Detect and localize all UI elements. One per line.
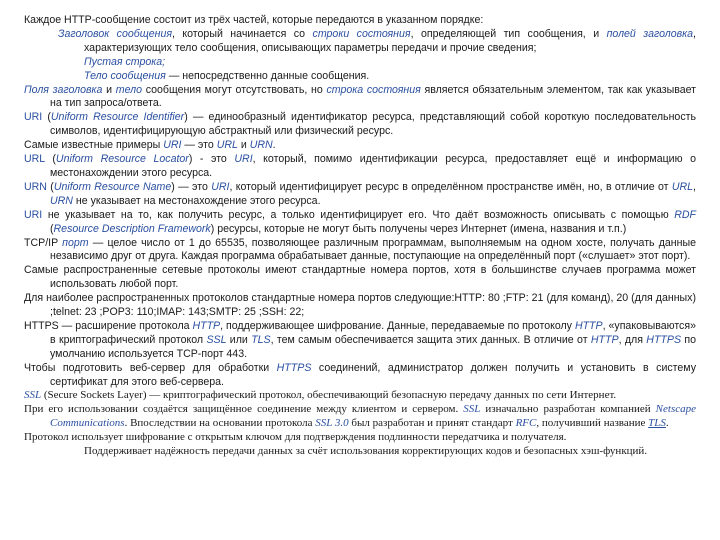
paragraph-url — [24, 153, 696, 181]
term: HTTP — [192, 319, 221, 332]
term: HTTP — [590, 333, 619, 346]
term: URN — [50, 194, 73, 207]
text: , характеризующих тело сообщения, описывающих параметры передачи и прочие сведения; — [84, 27, 696, 54]
term: URI — [163, 139, 182, 152]
term: HTTPS — [276, 361, 312, 374]
text: изначально разработан компанией — [480, 403, 656, 416]
text: ( — [42, 111, 51, 124]
list-item-empty-line — [24, 56, 696, 70]
term: HTTP — [574, 319, 603, 332]
term: URL — [216, 139, 238, 152]
term: RDF — [674, 208, 696, 221]
text: и — [102, 83, 116, 96]
text: не указывает на местонахождение этого ресурса. — [72, 194, 321, 207]
text: или — [226, 333, 252, 346]
text: и — [237, 139, 250, 152]
text: HTTPS — расширение протокола — [24, 319, 193, 332]
term: SSL — [206, 333, 227, 346]
term: Заголовок сообщения — [58, 27, 172, 40]
term: SSL 3.0 — [315, 417, 349, 430]
text: не указывает на то, как получить ресурс, а только идентифицирует его. Что даёт возможность описывать с помощью — [42, 208, 675, 221]
text: (Secure Sockets Layer) — криптографический протокол, обеспечивающий безопасную передачу данных по сети Интернет. — [41, 389, 617, 402]
term: Поля заголовка — [24, 83, 103, 96]
text: , который идентифицирует ресурс в определённом пространстве имён, но, в отличие от — [229, 180, 672, 193]
paragraph-ssl-history — [24, 403, 696, 431]
term: RFC — [515, 417, 537, 430]
text: TCP/IP — [24, 236, 63, 249]
text: . Впоследствии на основании протокола — [124, 417, 316, 430]
term: полей заголовка — [606, 27, 694, 40]
text: является обязательным элементом, так как указывает на тип запроса/ответа. — [50, 83, 696, 110]
term: URI — [234, 153, 253, 166]
term: URL — [671, 180, 694, 193]
term: URL — [24, 153, 45, 166]
term: HTTPS — [646, 333, 682, 346]
text: , поддерживающее шифрование. Данные, передаваемые по протоколу — [220, 319, 575, 332]
paragraph-uri-rdf — [24, 209, 696, 237]
text: сообщения могут отсутствовать, но — [142, 83, 327, 96]
text: ( — [50, 222, 54, 235]
text: ) — единообразный идентификатор ресурса, представляющий собой короткую последовательность символов, идентифицирующую абстрактный или физический ресурс. — [50, 111, 696, 138]
text: , — [693, 180, 696, 193]
paragraph-http-message: Каждое HTTP-сообщение состоит из трёх частей, которые передаются в указанном порядке: — [24, 14, 484, 26]
term: Resource Description Framework — [53, 222, 211, 235]
term: URI — [24, 208, 43, 221]
list-item-message-header — [24, 28, 696, 56]
text: , который начинается со — [172, 27, 313, 40]
term: Тело сообщения — [84, 69, 166, 82]
paragraph-port-list: Для наиболее распространенных протоколов стандартные номера портов следующие:HTTP: 80 ;FTP: 21 (для команд), 20 (для данных) ;telnet: 23 ;POP3: 110;IMAP: 143;SMTP: 25 ;SSH: 22; — [24, 292, 696, 319]
term: SSL — [463, 403, 481, 416]
text: , определяющей тип сообщения, и — [410, 27, 607, 40]
term: URI — [24, 111, 43, 124]
text: . — [272, 139, 276, 152]
term: строка состояния — [326, 83, 421, 96]
term: Netscape Communications — [50, 403, 696, 430]
text: по умолчанию используется TCP-порт 443. — [50, 333, 697, 360]
term: Uniform Resource Identifier — [50, 111, 185, 124]
paragraph-ssl-reliability: Поддерживает надёжность передачи данных за счёт использования корректирующих кодов и безопасных хэш-функций. — [84, 445, 648, 458]
text: — целое число от 1 до 65535, позволяющее различным программам, выполняемым на одном хосте, получать данные независимо друг от друга. Каждая программа обрабатывает данные, поступающие на определённый порт («слушает» этот порт). — [50, 236, 696, 263]
text: При его использовании создаётся защищённое соединение между клиентом и сервером. — [24, 403, 464, 416]
text: , который, помимо идентификации ресурса, предоставляет ещё и информацию о местонахождении этого ресурса. — [50, 153, 696, 179]
text: ) — это — [171, 180, 212, 193]
paragraph-uri — [24, 111, 696, 139]
term: Uniform Resource Name — [53, 180, 172, 193]
term: URN — [24, 180, 47, 193]
paragraph-tcp-port — [24, 237, 696, 265]
paragraph-ssl-encryption: Протокол использует шифрование с открытым ключом для подтверждения подлинности передатчика и получателя. — [24, 431, 567, 444]
text: — непосредственно данные сообщения. — [165, 69, 370, 82]
paragraph-https — [24, 320, 696, 362]
term: SSL — [24, 389, 42, 402]
term: тело — [115, 83, 142, 96]
text: Чтобы подготовить веб-сервер для обработки — [24, 361, 277, 374]
text: ) ресурсы, которые не могут быть получены через Интернет (имена, названия и т.п.) — [210, 222, 627, 235]
paragraph-https-certificate — [24, 362, 696, 390]
paragraph-uri-examples — [24, 139, 696, 153]
text: был разработан и принят стандарт — [348, 417, 516, 430]
text: соединений, администратор должен получить и установить в систему сертификат для этого веб-сервера. — [50, 361, 696, 388]
text: . — [665, 417, 669, 430]
term: порт — [62, 236, 89, 249]
paragraph-ssl — [24, 389, 696, 403]
term: URI — [211, 180, 230, 193]
text: , получивший название — [536, 417, 649, 430]
term: Пустая строка; — [84, 55, 166, 68]
text: ( — [44, 153, 56, 166]
tls-link[interactable]: TLS — [648, 417, 666, 430]
text: ) - это — [188, 153, 235, 166]
term: TLS — [251, 333, 271, 346]
text: , для — [618, 333, 647, 346]
text: , «упаковываются» в криптографический протокол — [50, 319, 696, 346]
paragraph-urn — [24, 181, 696, 209]
text: , тем самым обеспечивается защита этих данных. В отличие от — [270, 333, 591, 346]
text: ( — [46, 180, 54, 193]
term: Uniform Resource Locator — [55, 153, 189, 166]
paragraph-standard-ports: Самые распространенные сетевые протоколы имеют стандартные номера портов, хотя в большинстве случаев программа может использовать любой порт. — [24, 264, 696, 291]
term: строки состояния — [312, 27, 411, 40]
paragraph-fields-optional — [24, 84, 696, 112]
list-item-message-body — [24, 70, 696, 84]
text: Самые известные примеры — [24, 139, 164, 152]
text: — это — [181, 139, 217, 152]
term: URN — [249, 139, 273, 152]
